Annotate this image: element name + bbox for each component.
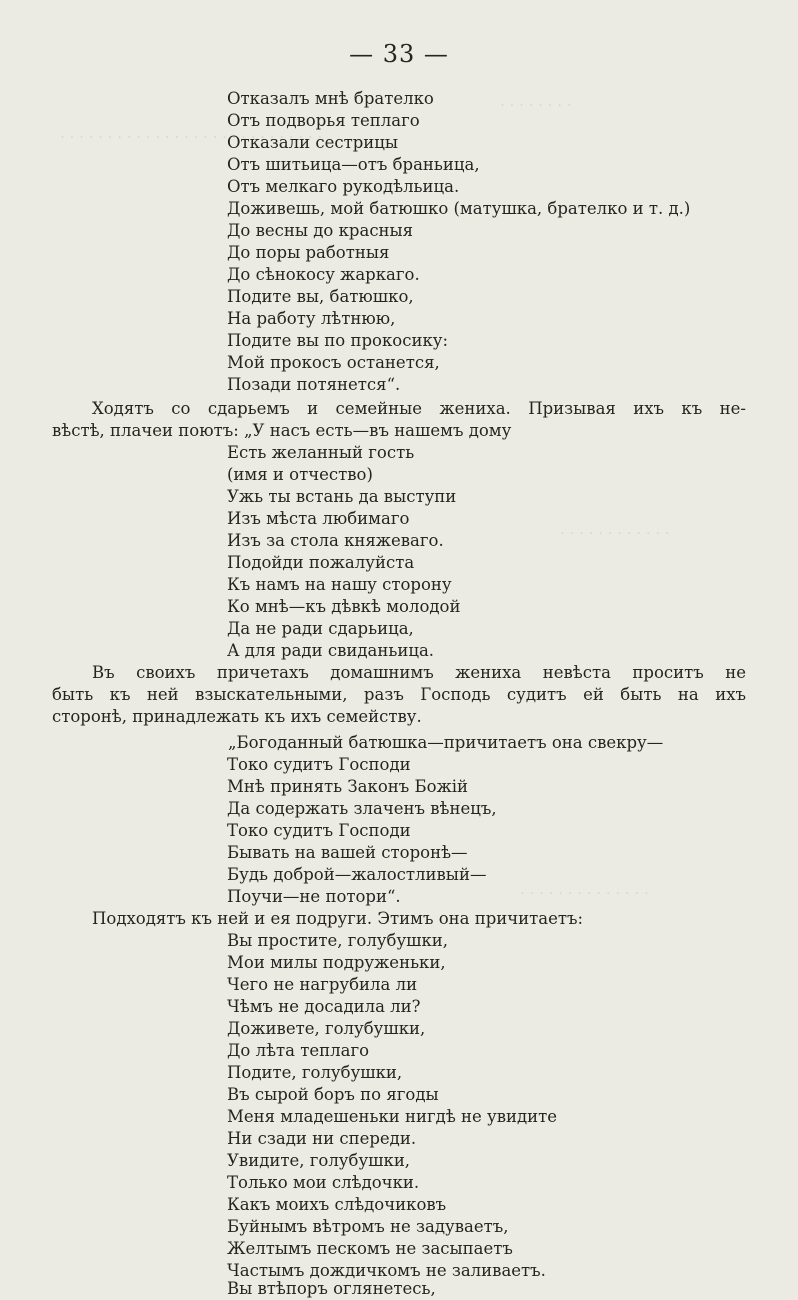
verse-line: На работу лѣтнюю,: [227, 309, 396, 328]
verse-line: Изъ мѣста любимаго: [227, 509, 410, 528]
prose-line: сторонѣ, принадлежать къ ихъ семейству.: [52, 707, 422, 726]
verse-line: Поучи—не потори“.: [227, 887, 401, 906]
verse-line: Да не ради сдарьица,: [227, 619, 414, 638]
prose-line: быть къ ней взыскательными, разъ Господь судитъ ей быть на ихъ: [52, 685, 746, 704]
verse-line: Изъ за стола княжеваго.: [227, 531, 444, 550]
verse-line: Доживешь, мой батюшко (матушка, брателко и т. д.): [227, 199, 691, 218]
prose-line: Въ своихъ причетахъ домашнимъ жениха невѣста проситъ не: [92, 663, 746, 682]
verse-line: Отъ подворья теплаго: [227, 111, 420, 130]
verse-line: Токо судитъ Господи: [227, 821, 411, 840]
verse-line: Меня младешеньки нигдѣ не увидите: [227, 1107, 558, 1126]
verse-line: До весны до красныя: [227, 221, 414, 240]
verse-line: Подойди пожалуйста: [227, 553, 415, 572]
verse-line: Ни сзади ни спереди.: [227, 1129, 417, 1148]
verse-line: До лѣта теплаго: [227, 1041, 370, 1060]
verse-line: Доживете, голубушки,: [227, 1019, 426, 1038]
verse-line: Есть желанный гость: [227, 443, 415, 462]
verse-line: Какъ моихъ слѣдочиковъ: [227, 1195, 447, 1214]
verse-line: Позади потянется“.: [227, 375, 401, 394]
verse-line: Бывать на вашей сторонѣ—: [227, 843, 468, 862]
verse-line: Да содержать злаченъ вѣнецъ,: [227, 799, 497, 818]
verse-line: Чѣмъ не досадила ли?: [227, 997, 421, 1016]
verse-line: Въ сырой боръ по ягоды: [227, 1085, 439, 1104]
verse-line: Мнѣ принять Законъ Божій: [227, 777, 469, 796]
prose-line: вѣстѣ, плачеи поютъ: „У насъ есть—въ нашемъ дому: [52, 421, 512, 440]
prose-line: Ходятъ со сдарьемъ и семейные жениха. Призывая ихъ къ не-: [92, 399, 746, 418]
verse-line: До сѣнокосу жаркаго.: [227, 265, 420, 284]
verse-line: Увидите, голубушки,: [227, 1151, 411, 1170]
prose-line: Подходятъ къ ней и ея подруги. Этимъ она причитаетъ:: [92, 909, 584, 928]
verse-line: Только мои слѣдочки.: [227, 1173, 420, 1192]
verse-line: А для ради свиданьица.: [227, 641, 435, 660]
verse-line: Ужь ты встань да выступи: [227, 487, 457, 506]
verse-line: Къ намъ на нашу сторону: [227, 575, 452, 594]
verse-line: Вы втѣпоръ оглянетесь,: [227, 1279, 436, 1298]
verse-line: Токо судитъ Господи: [227, 755, 411, 774]
verse-line: (имя и отчество): [227, 465, 373, 484]
verse-line: Буйнымъ вѣтромъ не задуваетъ,: [227, 1217, 509, 1236]
verse-line: Желтымъ пескомъ не засыпаетъ: [227, 1239, 513, 1258]
verse-line: Подите, голубушки,: [227, 1063, 403, 1082]
verse-line: Частымъ дождичкомъ не заливаетъ.: [227, 1261, 546, 1280]
verse-line: „Богоданный батюшка—причитаетъ она свекру—: [228, 733, 664, 752]
verse-line: Отказалъ мнѣ брателко: [227, 89, 434, 108]
verse-line: Ко мнѣ—къ дѣвкѣ молодой: [227, 597, 461, 616]
verse-line: Отъ мелкаго рукодѣльица.: [227, 177, 460, 196]
verse-line: Мой прокосъ останется,: [227, 353, 440, 372]
verse-line: Чего не нагрубила ли: [227, 975, 418, 994]
verse-line: Отказали сестрицы: [227, 133, 399, 152]
verse-line: Подите вы по прокосику:: [227, 331, 449, 350]
verse-line: До поры работныя: [227, 243, 390, 262]
page-number: — 33 —: [349, 40, 449, 68]
verse-line: Подите вы, батюшко,: [227, 287, 414, 306]
verse-line: Вы простите, голубушки,: [227, 931, 449, 950]
verse-line: Мои милы подруженьки,: [227, 953, 446, 972]
verse-line: Будь доброй—жалостливый—: [227, 865, 487, 884]
verse-line: Отъ шитьица—отъ браньица,: [227, 155, 480, 174]
book-page: — 33 — . . . . . . . . . . . . . . . . . . . . . . . . . . . . . . . . . . . . . . . . . . . . . . . . . . . . . . . . . . . . . . Отказалъ мнѣ брателко Отъ подворья теплаго Отказали сестрицы Отъ шитьица—отъ браньица, Отъ мелкаго рукодѣльица. Доживешь, мой батюшко (матушка, брателко и т. д.) До весны до красныя До поры работныя До сѣнокосу жаркаго. Подите вы, батюшко, На работу лѣтнюю, Подите вы по прокосику: Мой прокосъ останется, Позади потянется“. Ходятъ со сдарьемъ и семейные жениха. Призывая ихъ къ не- вѣстѣ, плачеи поютъ: „У насъ есть—въ нашемъ дому Есть желанный гость (имя и отчество) Ужь ты встань да выступи Изъ мѣста любимаго Изъ за стола княжеваго. Подойди пожалуйста Къ намъ на нашу сторону Ко мнѣ—къ дѣвкѣ молодой Да не ради сдарьица, А для ради свиданьица. Въ своихъ причетахъ домашнимъ жениха невѣста проситъ не быть къ ней взыскательными, разъ Господь судитъ ей быть на ихъ сторонѣ, принадлежать къ ихъ семейству. „Богоданный батюшка—причитаетъ она свекру— Токо судитъ Господи Мнѣ принять Законъ Божій Да содержать злаченъ вѣнецъ, Токо судитъ Господи Бывать на вашей сторонѣ— Будь доброй—жалостливый— Поучи—не потори“. Подходятъ къ ней и ея подруги. Этимъ она причитаетъ: Вы простите, голубушки, Мои милы подруженьки, Чего не нагрубила ли Чѣмъ не досадила ли? Доживете, голубушки, До лѣта теплаго Подите, голубушки, Въ сырой боръ по ягоды Меня младешеньки нигдѣ не увидите Ни сзади ни спереди. Увидите, голубушки, Только мои слѣдочки. Какъ моихъ слѣдочиковъ Буйнымъ вѣтромъ не задуваетъ, Желтымъ пескомъ не засыпаетъ Частымъ дождичкомъ не заливаетъ. Вы втѣпоръ оглянетесь,: [0, 0, 798, 1225]
